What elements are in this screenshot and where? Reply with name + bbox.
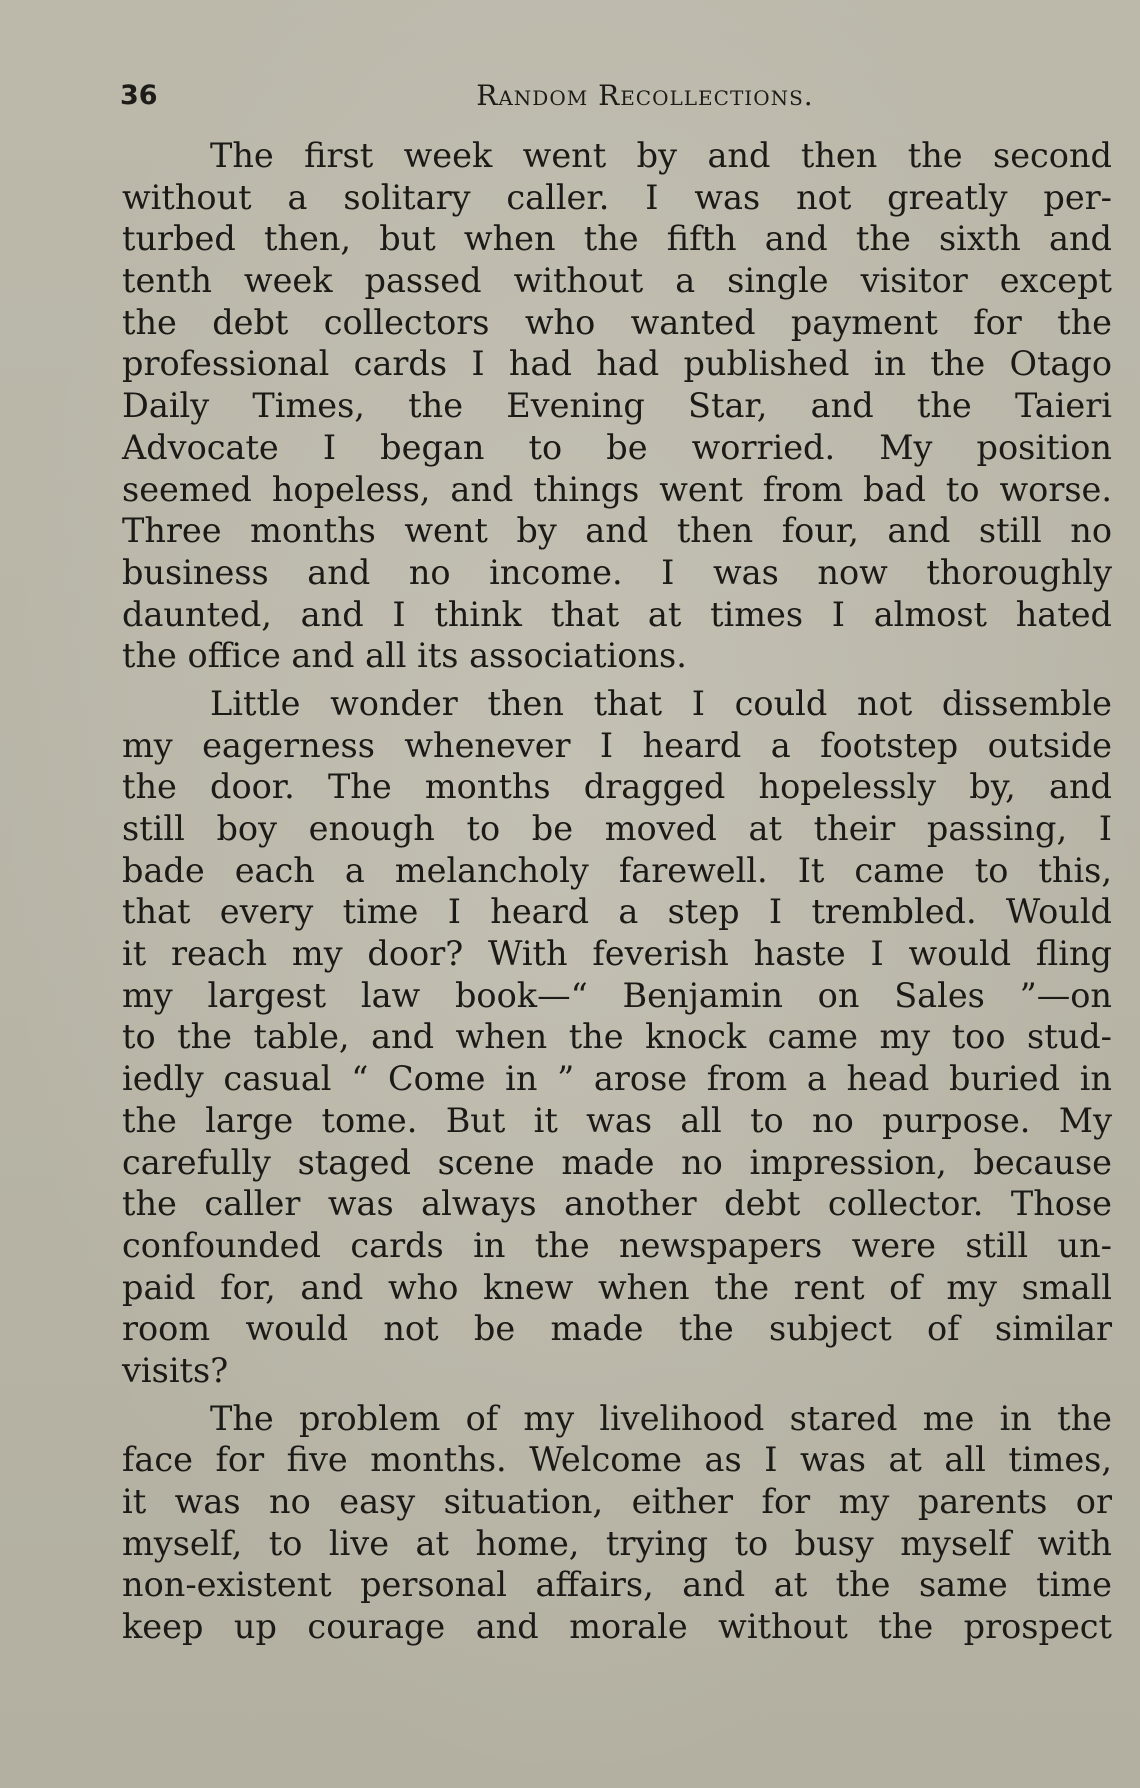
paragraph-2: [122, 683, 1112, 1392]
text-line: business and no income. I was now thoroughly: [122, 552, 1112, 592]
text-line: my largest law book—“ Benjamin on Sales ”—on: [122, 975, 1112, 1015]
body-text: [122, 135, 1112, 1648]
text-line: the office and all its associations.: [122, 636, 687, 676]
text-line: the large tome. But it was all to no purpose. My: [122, 1100, 1112, 1140]
running-title: Random Recollections.: [476, 79, 814, 112]
text-line: Advocate I began to be worried. My position: [122, 427, 1112, 467]
paragraph-1: [122, 135, 1112, 677]
text-line: The first week went by and then the second: [210, 136, 1112, 175]
text-line: daunted, and I think that at times I almost hated: [122, 594, 1112, 634]
text-line: my eagerness whenever I heard a footstep outside: [122, 725, 1112, 765]
text-line: that every time I heard a step I trembled. Would: [122, 892, 1112, 932]
text-line: room would not be made the subject of similar: [122, 1309, 1112, 1349]
text-line: The problem of my livelihood stared me in the: [210, 1398, 1112, 1438]
paragraph-3: [122, 1398, 1112, 1648]
text-line: bade each a melancholy farewell. It came to this,: [122, 850, 1112, 890]
text-line: the caller was always another debt collector. Those: [122, 1184, 1112, 1224]
text-line: turbed then, but when the fifth and the sixth and: [122, 219, 1112, 259]
text-line: the door. The months dragged hopelessly by, and: [122, 767, 1112, 807]
text-line: confounded cards in the newspapers were still un-: [122, 1225, 1112, 1265]
text-line: the debt collectors who wanted payment for the: [122, 302, 1112, 342]
text-line: visits?: [122, 1350, 229, 1390]
text-line: seemed hopeless, and things went from bad to worse.: [122, 469, 1112, 509]
text-line: tenth week passed without a single visitor except: [122, 261, 1112, 301]
text-line: Three months went by and then four, and still no: [122, 511, 1112, 551]
text-line: face for five months. Welcome as I was at all times,: [122, 1440, 1112, 1480]
text-line: non-existent personal affairs, and at the same time: [122, 1565, 1112, 1605]
text-line: myself, to live at home, trying to busy myself with: [122, 1523, 1112, 1563]
text-line: iedly casual “ Come in ” arose from a head buried in: [122, 1059, 1112, 1099]
text-line: to the table, and when the knock came my too stud-: [122, 1017, 1112, 1057]
text-line: keep up courage and morale without the prospect: [122, 1607, 1112, 1647]
page-header: [120, 74, 1110, 118]
text-line: still boy enough to be moved at their passing, I: [122, 809, 1112, 848]
text-line: paid for, and who knew when the rent of my small: [122, 1267, 1112, 1307]
text-line: Little wonder then that I could not dissemble: [210, 683, 1112, 723]
text-line: Daily Times, the Evening Star, and the Taieri: [122, 386, 1112, 426]
text-line: it was no easy situation, either for my parents or: [122, 1482, 1112, 1521]
text-line: carefully staged scene made no impression, because: [122, 1142, 1112, 1182]
text-line: without a solitary caller. I was not greatly per-: [122, 177, 1112, 217]
text-line: professional cards I had had published in the Otago: [122, 344, 1112, 384]
text-line: it reach my door? With feverish haste I would fling: [122, 934, 1112, 974]
page-number: 36: [120, 80, 158, 111]
